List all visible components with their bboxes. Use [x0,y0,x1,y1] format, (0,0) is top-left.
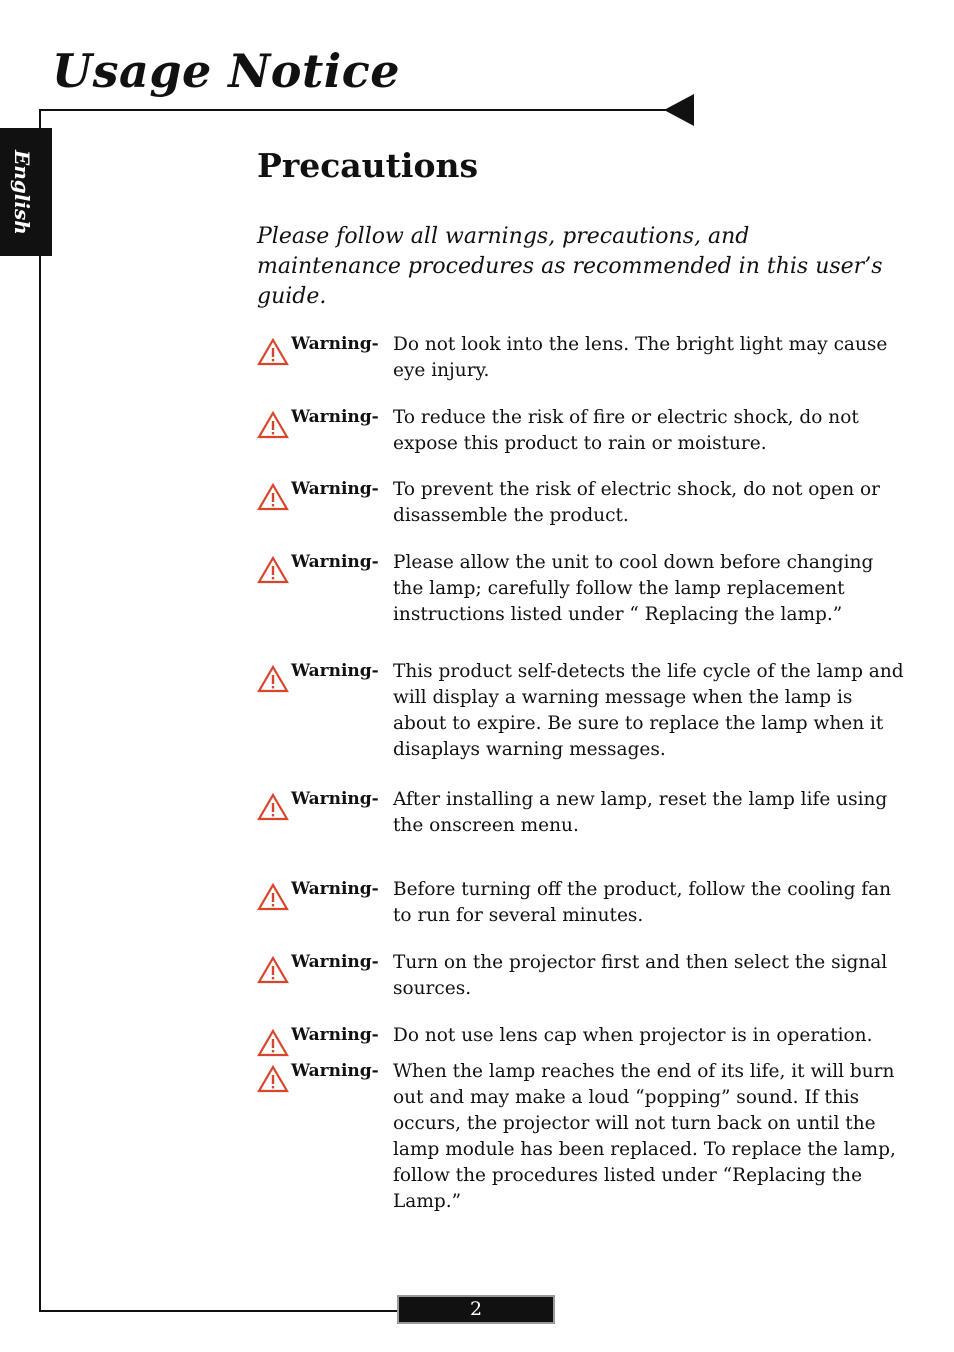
language-tab-label: English [10,150,34,235]
warning-text: Turn on the projector first and then select the signal sources. [393,952,888,999]
left-rule [39,109,41,1312]
warning-triangle-icon [257,1029,289,1057]
warning-text: Do not look into the lens. The bright light may cause eye injury. [393,334,888,381]
warning-text: Do not use lens cap when projector is in operation. [393,1025,873,1046]
page-title: Usage Notice [52,44,400,98]
warning-triangle-icon [257,665,289,693]
page-number: 2 [397,1295,555,1324]
warning-label: Warning- [291,1061,379,1081]
warning-triangle-icon [257,411,289,439]
left-arrow-icon [664,94,694,126]
warning-label: Warning- [291,952,379,972]
warning-text: After installing a new lamp, reset the lamp life using the onscreen menu. [393,789,888,836]
warning-label: Warning- [291,552,379,572]
warning-triangle-icon [257,1065,289,1093]
warning-label: Warning- [291,479,379,499]
warning-triangle-icon [257,956,289,984]
warning-triangle-icon [257,556,289,584]
warning-label: Warning- [291,661,379,681]
warning-text: To prevent the risk of electric shock, do not open or disassemble the product. [393,479,880,526]
section-heading: Precautions [257,146,479,185]
warning-text: Please allow the unit to cool down before changing the lamp; carefully follow the lamp replacement instructions listed under “ Replacing the lamp.” [393,552,874,625]
warning-label: Warning- [291,789,379,809]
warning-triangle-icon [257,793,289,821]
warning-text: This product self-detects the life cycle of the lamp and will display a warning message when the lamp is about to expire. Be sure to replace the lamp when it disaplays warning messages. [393,661,904,760]
intro-paragraph: Please follow all warnings, precautions, and maintenance procedures as recommended in this user’s guide. [257,224,883,309]
warning-label: Warning- [291,1025,379,1045]
warning-text: Before turning off the product, follow the cooling fan to run for several minutes. [393,879,892,926]
warning-label: Warning- [291,407,379,427]
bottom-rule [39,1310,399,1312]
warning-label: Warning- [291,879,379,899]
warning-label: Warning- [291,334,379,354]
warning-triangle-icon [257,338,289,366]
warning-triangle-icon [257,483,289,511]
top-rule [39,109,667,111]
warning-text: To reduce the risk of fire or electric shock, do not expose this product to rain or moisture. [393,407,859,454]
warning-triangle-icon [257,883,289,911]
warning-text: When the lamp reaches the end of its life, it will burn out and may make a loud “popping” sound. If this occurs, the projector will not turn back on until the lamp module has been replaced. To replace the lamp, follow the procedures listed under “Replacing the Lamp.” [393,1061,896,1212]
